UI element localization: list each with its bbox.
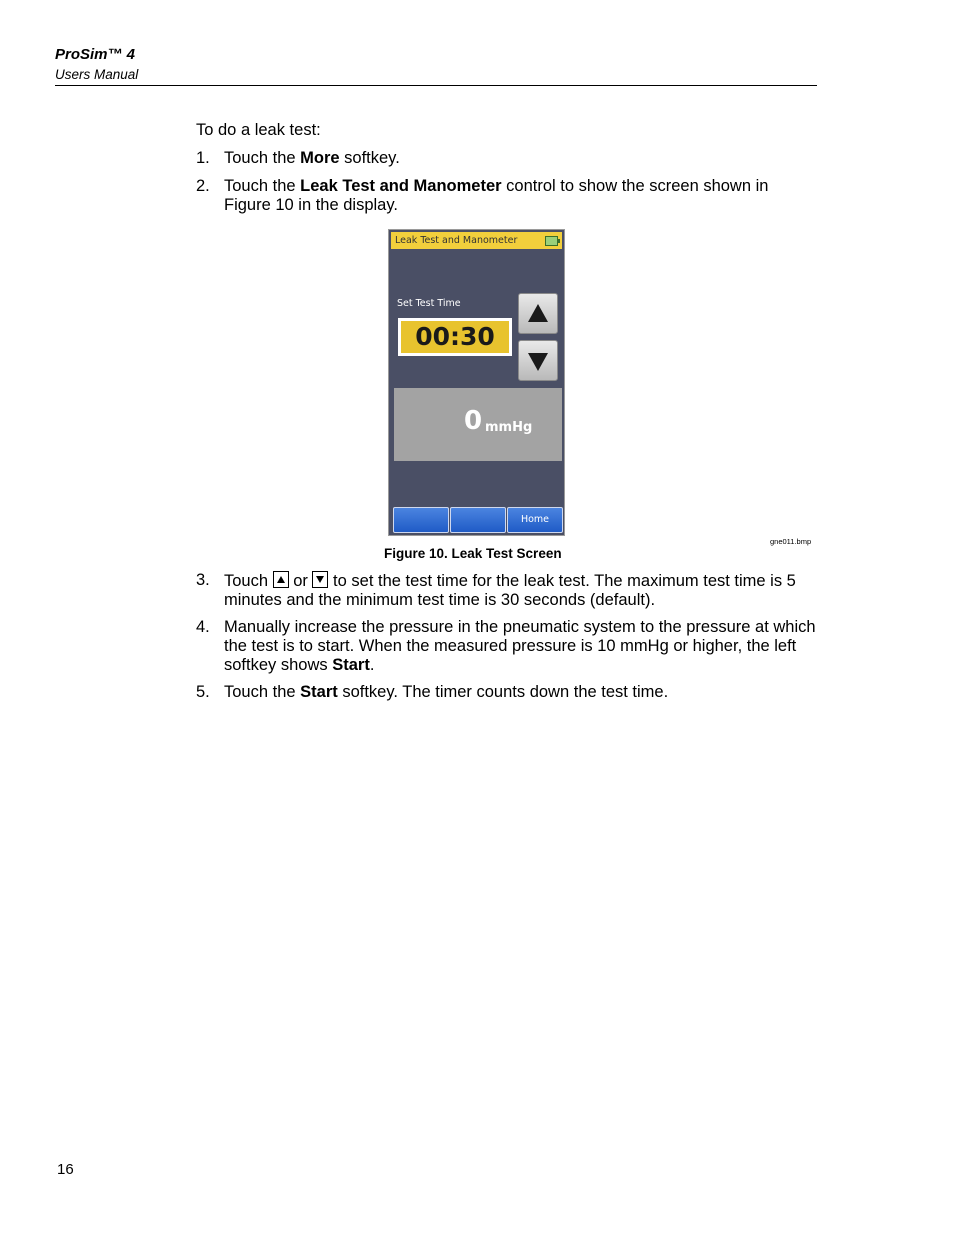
screen-title: Leak Test and Manometer xyxy=(395,235,518,246)
time-down-button[interactable] xyxy=(518,340,558,381)
arrow-up-icon xyxy=(528,304,548,322)
up-key-icon xyxy=(273,571,289,588)
step-text-part: Touch xyxy=(224,572,273,590)
step-number: 1. xyxy=(196,149,210,167)
pressure-panel xyxy=(394,388,562,461)
battery-icon xyxy=(545,236,558,246)
screen-title-bar xyxy=(391,232,562,249)
header-subtitle: Users Manual xyxy=(55,67,139,82)
step-number: 3. xyxy=(196,571,210,589)
step-text-part: Manually increase the pressure in the pneumatic system to the pressure at which the test is to start. When the measured pressure is 10 mmHg or higher, the left softkey shows xyxy=(224,618,816,674)
pressure-unit: mmHg xyxy=(485,420,533,435)
step-text-part: to set the test time for the leak test. The maximum test time is 5 minutes and the minimum test time is 30 seconds (default). xyxy=(224,572,796,609)
softkey-left[interactable] xyxy=(393,507,449,533)
step-text-part: Touch the xyxy=(224,177,301,195)
step-bold-term: Start xyxy=(300,683,338,701)
step-text-part: softkey. The timer counts down the test time. xyxy=(337,683,669,701)
step-text-part: Touch the xyxy=(224,683,301,701)
step-text xyxy=(224,683,816,702)
intro-text: To do a leak test: xyxy=(196,121,321,139)
page-number: 16 xyxy=(57,1161,74,1178)
step-text xyxy=(224,177,816,215)
test-time-display xyxy=(398,318,512,356)
step-text xyxy=(224,571,816,610)
figure-filename: gne011.bmp xyxy=(770,537,812,546)
pressure-value: 0 xyxy=(464,406,483,436)
leak-test-screen-figure xyxy=(388,229,565,536)
down-key-icon xyxy=(312,571,328,588)
step-bold-term: More xyxy=(300,149,340,167)
step-bold-term: Start xyxy=(332,656,370,674)
step-text-part: . xyxy=(369,656,375,674)
header-title: ProSim™ 4 xyxy=(55,46,136,63)
step-text xyxy=(224,618,816,675)
figure-caption: Figure 10. Leak Test Screen xyxy=(384,546,562,561)
step-text-part: Touch the xyxy=(224,149,301,167)
step-number: 4. xyxy=(196,618,210,636)
time-up-button[interactable] xyxy=(518,293,558,334)
step-bold-term: Leak Test and Manometer xyxy=(300,177,502,195)
step-text xyxy=(224,149,816,168)
softkey-home[interactable]: Home xyxy=(507,507,563,533)
set-test-time-label: Set Test Time xyxy=(397,298,461,309)
step-text-part: or xyxy=(288,572,313,590)
step-text-part: softkey. xyxy=(339,149,400,167)
step-text-part: control to show the screen shown in Figure 10 in the display. xyxy=(224,177,769,214)
arrow-down-icon xyxy=(528,353,548,371)
softkey-middle[interactable] xyxy=(450,507,506,533)
test-time-value: 00:30 xyxy=(401,321,509,353)
step-number: 2. xyxy=(196,177,210,195)
step-number: 5. xyxy=(196,683,210,701)
header-rule xyxy=(55,85,817,86)
